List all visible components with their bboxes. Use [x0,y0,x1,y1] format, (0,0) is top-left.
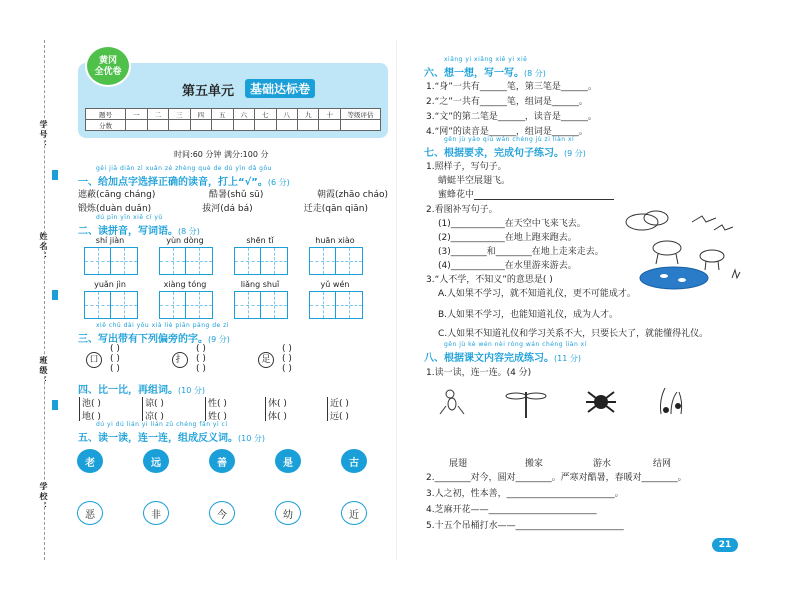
school-label: 学校： [39,482,48,512]
score-header-cell: 一 [126,109,147,120]
s2-pinyin-word: huān xiào [315,236,355,245]
score-cell[interactable] [297,120,318,131]
score-cell[interactable] [212,120,233,131]
score-header-cell: 七 [255,109,276,120]
brand-badge [85,45,131,87]
s7-fill-2[interactable]: (2)____________在地上跑来跑去。 [438,233,577,243]
s4-word-slot[interactable]: 凉( ) [145,412,164,422]
s2-writing-grid[interactable] [234,247,288,275]
s2-writing-grid[interactable] [159,291,213,319]
s4-word-slot[interactable]: 地( ) [82,412,101,422]
s5-bottom-leaf[interactable]: 近 [338,498,370,528]
badge-line1: 黄冈 [98,56,117,66]
s2-pinyin-word: xiàng tóng [163,280,207,289]
student-number-label: 学号： [39,120,48,150]
s2-writing-grid[interactable] [234,291,288,319]
s6-item-4[interactable]: 4.“网”的读音是______，组词是______。 [426,127,588,137]
score-header-cell: 四 [190,109,211,120]
s6-item-3[interactable]: 3.“文”的第二笔是______，读音是______。 [426,112,597,122]
s3-title: 三、写出带有下列偏旁的字。(9 分) [78,334,230,345]
score-cell[interactable] [276,120,297,131]
score-cell[interactable] [147,120,168,131]
s7-fill-3[interactable]: (3)________和________在地上走来走去。 [438,247,604,257]
s5-bottom-leaf[interactable]: 恶 [74,498,106,528]
scene-illustration [622,208,748,292]
name-label: 姓名： [39,232,48,262]
s2-pinyin: dú pīn yīn xiě cí yǔ [96,214,163,221]
s8-title: 八、根据课文内容完成练习。(11 分) [424,353,581,364]
s1-item[interactable]: 锻炼(duàn duǎn) [78,204,152,214]
s1-title: 一、给加点字选择正确的读音，打上“√”。(6 分) [78,177,290,188]
insect-images [436,384,716,420]
s2-title: 二、读拼音，写词语。(8 分) [78,226,200,237]
s8-item-1: 1.读一读，连一连。(4 分) [426,368,532,378]
s6-item-1[interactable]: 1.“身”一共有______笔，第三笔是______。 [426,82,597,92]
s4-word-slot[interactable]: 池( ) [82,399,101,409]
s8-pinyin: gēn jù kè wén nèi róng wán chéng liàn xí [444,341,587,348]
score-header-cell: 八 [276,109,297,120]
s8-item-4[interactable]: 4.芝麻开花——________________________ [426,505,597,515]
s7-fill-1[interactable]: (1)____________在天空中飞来飞去。 [438,219,586,229]
s1-item[interactable]: 遮蔽(cāng cháng) [78,190,156,200]
s4-word-slot[interactable]: 姓( ) [208,412,227,422]
score-cell[interactable] [190,120,211,131]
class-label: 班级： [39,356,48,386]
s3-answer-slot[interactable]: ( ) [110,344,120,354]
s3-radical: 口 [86,352,102,368]
s2-pinyin-word: yuǎn jìn [94,280,126,289]
s7-option-a[interactable]: A.人如果不学习，就不知道礼仪，更不可能成才。 [438,289,636,299]
s4-brace [142,397,144,421]
s5-top-leaf[interactable]: 是 [272,446,304,476]
s2-writing-grid[interactable] [309,291,363,319]
dragonfly-icon [506,392,546,418]
s8-label-2[interactable]: 搬家 [525,459,544,469]
score-table [85,108,381,131]
s2-pinyin-word: shí jiàn [95,236,125,245]
score-header-cell: 二 [147,109,168,120]
s4-word-slot[interactable]: 性( ) [208,399,227,409]
score-cell[interactable] [169,120,190,131]
score-header-cell: 六 [233,109,254,120]
score-header-cell: 九 [297,109,318,120]
s5-pinyin: dú yi dú lián yi lián zǔ chéng fǎn yì cí [96,421,228,428]
s2-pinyin-word: yǔ wén [320,280,350,289]
s3-answer-slot[interactable]: ( ) [110,364,120,374]
s1-row1 [78,187,388,200]
s8-label-4[interactable]: 结网 [653,459,672,469]
margin-marker [52,400,58,410]
unit-subtitle: 基础达标卷 [245,79,315,98]
s8-label-3[interactable]: 游水 [593,459,612,469]
s1-pinyin: gěi jiā diǎn zì xuǎn zé zhèng què de dú yīn dǎ gōu [96,165,272,172]
s4-brace [205,397,207,421]
s7-item-2: 2.看图补写句子。 [426,205,498,215]
score-header-cell: 三 [169,109,190,120]
margin-marker [52,290,58,300]
s2-pinyin-word: liǎng shuǐ [240,280,280,289]
unit-title: 第五单元 [182,84,235,99]
s1-row2 [78,201,368,214]
s3-answer-slot[interactable]: ( ) [282,364,292,374]
s7-fill-4[interactable]: (4)____________在水里游来游去。 [438,261,577,271]
s8-label-1[interactable]: 展翅 [449,459,468,469]
s5-top-leaf[interactable]: 古 [338,446,370,476]
s5-bottom-leaf[interactable]: 非 [140,498,172,528]
s4-brace [327,397,329,421]
s7-example: 蜻蜓半空展翅飞。 [438,176,511,186]
s1-item[interactable]: 迁走(qān qiān) [303,204,368,214]
s3-radical: 足 [258,352,274,368]
s6-title: 六、想一想，写一写。(8 分) [424,68,546,79]
score-cell[interactable] [255,120,276,131]
time-line: 时间:60 分钟 满分:100 分 [174,150,269,159]
s2-writing-grid[interactable] [84,247,138,275]
s2-pinyin-word: yùn dòng [166,236,204,245]
s1-item[interactable]: 酷暑(shǔ sū) [208,190,264,200]
s5-top-leaf[interactable]: 善 [206,446,238,476]
badge-line2: 全优卷 [94,67,122,77]
page-divider [396,40,397,560]
s4-word-slot[interactable]: 近( ) [330,399,349,409]
s4-brace [265,397,267,421]
s4-word-slot[interactable]: 休( ) [268,399,287,409]
ant-icon [440,390,464,414]
s7-pinyin: gēn jù yāo qiú wán chéng jù zi liàn xí [444,136,575,143]
s8-item-2[interactable]: 2.________对今，圆对________。严寒对酷暑，春暖对________。 [426,473,687,483]
s3-answer-slot[interactable]: ( ) [196,354,206,364]
score-header-cell: 题号 [86,109,126,120]
s4-brace [79,397,81,421]
s8-item-3[interactable]: 3.人之初，性本善，________________________。 [426,489,624,499]
s7-title: 七、根据要求，完成句子练习。(9 分) [424,148,586,159]
score-header-cell: 十 [319,109,341,120]
s4-word-slot[interactable]: 远( ) [330,412,349,422]
s3-pinyin: xiě chū dài yǒu xià liè piān páng de zì [96,322,229,329]
tadpole-icon [661,388,682,414]
score-cell[interactable] [319,120,341,131]
s1-item[interactable]: 朝霞(zhāo cháo) [316,190,388,200]
s1-item[interactable]: 拔河(dá bá) [202,204,253,214]
spider-icon [586,392,616,412]
margin-cut-line [44,40,45,560]
score-cell[interactable] [341,120,381,131]
s7-option-b[interactable]: B.人如果不学习，也能知道礼仪，成为人才。 [438,310,619,320]
s3-answer-slot[interactable]: ( ) [196,364,206,374]
score-row-label: 分数 [86,120,126,131]
s3-answer-slot[interactable]: ( ) [110,354,120,364]
s2-pinyin-word: shēn tǐ [246,236,274,245]
score-header-cell: 等级评估 [341,109,381,120]
s7-option-c[interactable]: C.人如果不知道礼仪和学习关系不大，只要长大了，就能懂得礼仪。 [438,329,709,339]
s6-item-2[interactable]: 2.“之”一共有______笔，组词是______。 [426,97,588,107]
s5-top-leaf[interactable]: 老 [74,446,106,476]
score-cell[interactable] [126,120,147,131]
margin-marker [52,170,58,180]
s2-writing-grid[interactable] [84,291,138,319]
s3-answer-slot[interactable]: ( ) [282,344,292,354]
s8-item-5[interactable]: 5.十五个吊桶打水——________________________ [426,521,624,531]
s2-writing-grid[interactable] [159,247,213,275]
score-cell[interactable] [233,120,254,131]
s4-word-slot[interactable]: 体( ) [268,412,287,422]
s6-pinyin: xiǎng yi xiǎng xiě yi xiě [444,56,528,63]
score-header-cell: 五 [212,109,233,120]
s7-fill-example[interactable]: 蜜蜂花中 [438,187,614,200]
s3-radical: 扌 [172,352,188,368]
s2-writing-grid[interactable] [309,247,363,275]
s7-item-1: 1.照样子，写句子。 [426,162,507,172]
s5-bottom-leaf[interactable]: 今 [206,498,238,528]
s3-answer-slot[interactable]: ( ) [196,344,206,354]
s3-answer-slot[interactable]: ( ) [282,354,292,364]
s4-word-slot[interactable]: 谅( ) [145,399,164,409]
s5-title: 五、读一读，连一连，组成反义词。(10 分) [78,433,265,444]
s5-bottom-leaf[interactable]: 幼 [272,498,304,528]
s4-title: 四、比一比，再组词。(10 分) [78,385,205,396]
s7-item-3: 3.“人不学，不知义”的意思是( ) [426,275,553,285]
s5-top-leaf[interactable]: 远 [140,446,172,476]
page-number: 21 [712,538,738,552]
